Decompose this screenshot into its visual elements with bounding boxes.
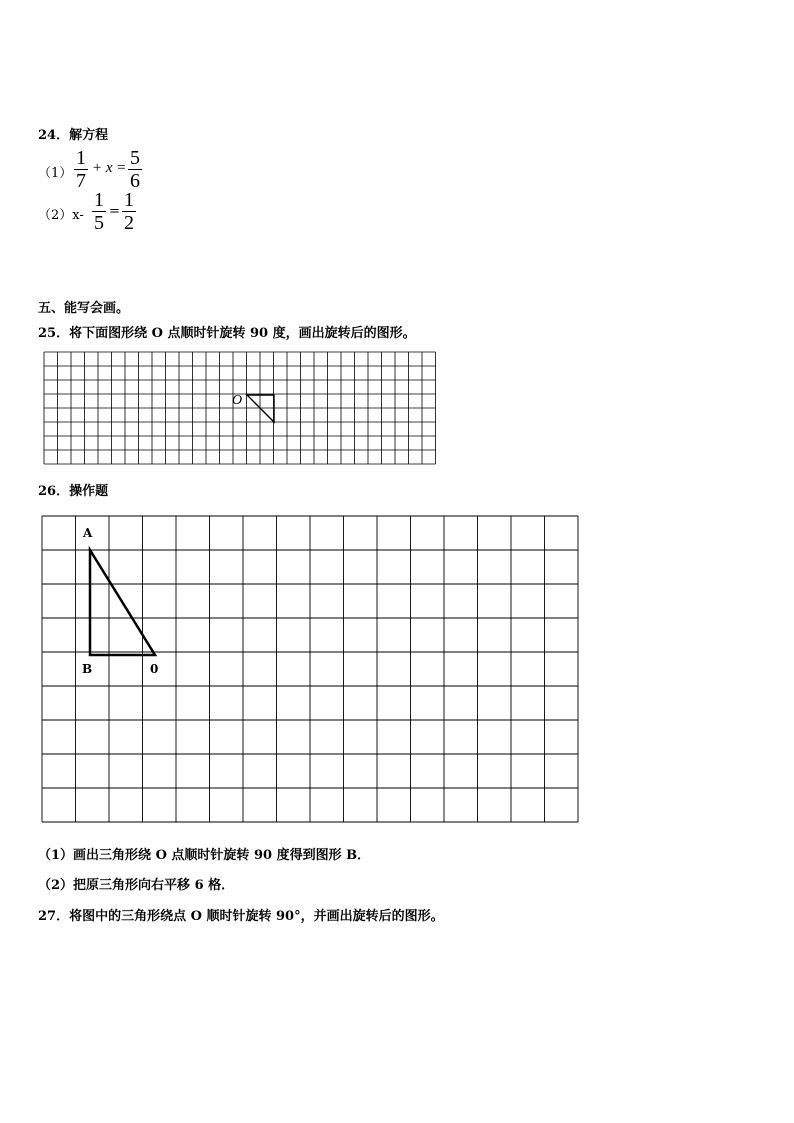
q26-label-b: B bbox=[82, 662, 93, 676]
eq2-operator: = bbox=[109, 204, 120, 219]
eq1-a-denominator: 7 bbox=[76, 170, 86, 192]
q24-title: 24．解方程 bbox=[38, 128, 109, 143]
q26-item-1: （1）画出三角形绕 O 点顺时针旋转 90 度得到图形 B． bbox=[38, 848, 371, 863]
eq2-b-numerator: 1 bbox=[124, 189, 134, 211]
eq1-b-numerator: 5 bbox=[130, 147, 140, 169]
eq1-prefix: （1） bbox=[38, 166, 73, 181]
section5-title: 五、能写会画。 bbox=[38, 301, 130, 316]
eq1-operator: + x = bbox=[92, 160, 127, 176]
q26-label-o: 0 bbox=[150, 662, 159, 676]
q26-item-2: （2）把原三角形向右平移 6 格． bbox=[38, 878, 235, 893]
q25-point-o-label: O bbox=[232, 393, 243, 408]
q25-title: 25．将下面图形绕 O 点顺时针旋转 90 度，画出旋转后的图形。 bbox=[38, 326, 416, 341]
eq1-b-denominator: 6 bbox=[130, 170, 140, 192]
q27-title: 27．将图中的三角形绕点 O 顺时针旋转 90°，并画出旋转后的图形。 bbox=[38, 909, 444, 924]
q26-title: 26．操作题 bbox=[38, 484, 109, 499]
eq2-a-numerator: 1 bbox=[94, 189, 104, 211]
eq2-b-denominator: 2 bbox=[124, 212, 134, 234]
eq2-a-denominator: 5 bbox=[94, 212, 104, 234]
q26-label-a: A bbox=[83, 526, 93, 540]
eq1-a-numerator: 1 bbox=[76, 147, 86, 169]
q26-triangle bbox=[90, 550, 155, 655]
eq2-prefix: （2）x- bbox=[38, 208, 84, 223]
